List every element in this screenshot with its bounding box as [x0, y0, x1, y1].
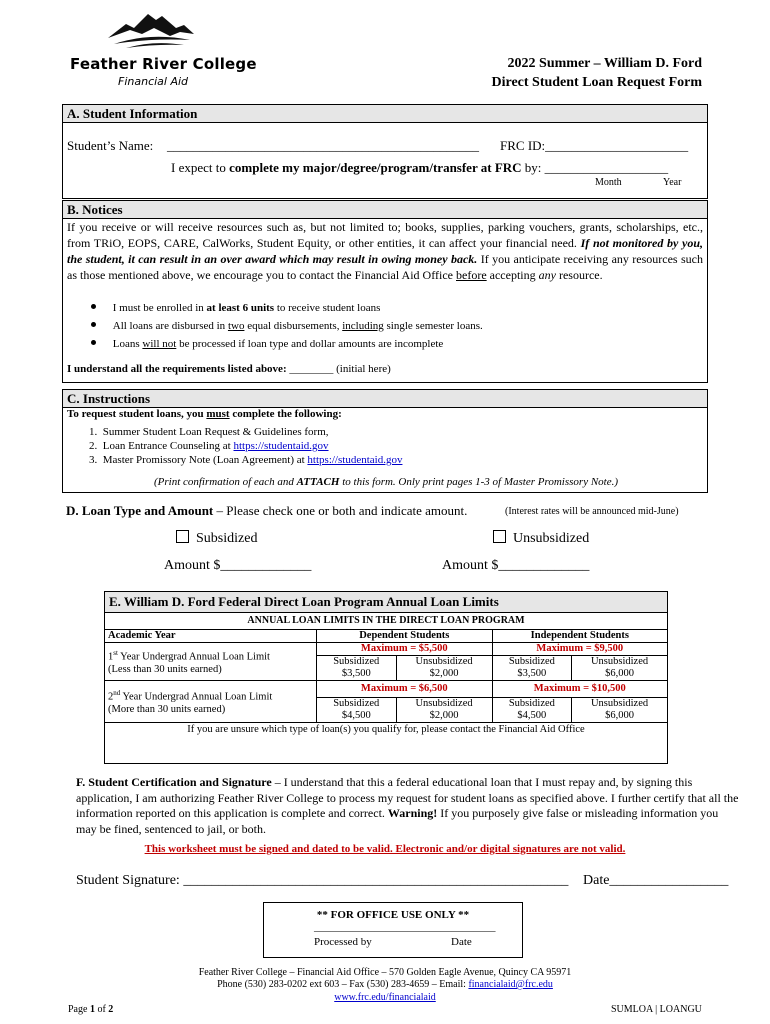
row-2-dep-unsub: Unsubsidized $2,000	[396, 698, 492, 723]
table-footer-row	[105, 723, 667, 738]
page-number: Page 1 of 2	[68, 1004, 114, 1015]
instructions-note: (Print confirmation of each and ATTACH to this form. Only print pages 1-3 of Master Promissory Note.)	[153, 476, 619, 488]
col-independent: Independent Students	[492, 630, 667, 643]
college-name: Feather River College	[70, 55, 257, 73]
signature-date-field[interactable]: Date_________________	[583, 873, 729, 888]
notice-bullet-1: I must be enrolled in at least 6 units to receive student loans	[91, 302, 380, 314]
col-dependent: Dependent Students	[317, 630, 493, 643]
month-label: Month	[595, 177, 622, 188]
notice-text-3: accepting	[489, 268, 536, 282]
bullet-icon	[91, 304, 96, 309]
signature-validity-note: This worksheet must be signed and dated to be valid. Electronic and/or digital signatures are not valid.	[144, 843, 626, 855]
form-title	[491, 54, 702, 92]
initial-note: (initial here)	[336, 363, 391, 375]
subsidized-amount-field[interactable]: Amount $_____________	[164, 558, 312, 573]
form-code: SUMLOA | LOANGU	[611, 1004, 702, 1015]
notice-bullet-3: Loans will not be processed if loan type and dollar amounts are incomplete	[91, 338, 443, 350]
instruction-item-3: 3. Master Promissory Note (Loan Agreement) at https://studentaid.gov	[89, 454, 403, 466]
row-2-ind-max: Maximum = $10,500	[492, 681, 667, 698]
section-e-heading: E. William D. Ford Federal Direct Loan Program Annual Loan Limits	[105, 592, 667, 613]
office-use-box	[263, 902, 523, 958]
footer-web	[0, 992, 770, 1003]
certification-heading: F. Student Certification and Signature	[76, 775, 272, 789]
notice-text-1: If you receive or will receive resources such as, but not limited to; books, supplies, parking vouchers, grants, scholarships, etc., from TRiO, EOPS, CARE, CalWorks, Student Equity, or other entities, it can affect your financial need.	[67, 220, 703, 250]
row-2-dep-max: Maximum = $6,500	[317, 681, 493, 698]
row-1-ind-sub: Subsidized $3,500	[492, 656, 572, 681]
row-1-dep-sub: Subsidized $3,500	[317, 656, 397, 681]
initial-line	[67, 363, 391, 375]
footer-email-link[interactable]: financialaid@frc.edu	[468, 979, 553, 990]
footer-web-link[interactable]: www.frc.edu/financialaid	[334, 992, 436, 1003]
table-row	[105, 643, 667, 656]
row-1-ind-max: Maximum = $9,500	[492, 643, 667, 656]
section-a	[62, 104, 708, 199]
notice-bullet-2: All loans are disbursed in two equal disbursements, including single semester loans.	[91, 320, 483, 332]
bullet-icon	[91, 340, 96, 345]
footer-address: Feather River College – Financial Aid Office – 570 Golden Eagle Avenue, Quincy CA 95971	[198, 967, 572, 978]
initial-field[interactable]: ________	[286, 363, 334, 375]
instruction-item-1: 1. Summer Student Loan Request & Guidelines form,	[89, 426, 329, 438]
office-use-title: ** FOR OFFICE USE ONLY **	[316, 909, 470, 921]
subsidized-label: Subsidized	[196, 531, 258, 546]
row-2-dep-sub: Subsidized $4,500	[317, 698, 397, 723]
section-c	[62, 389, 708, 493]
notice-before: before	[456, 268, 487, 282]
section-d-heading: D. Loan Type and Amount – Please check one or both and indicate amount.	[66, 503, 468, 518]
department-name: Financial Aid	[118, 75, 189, 88]
unsubsidized-checkbox[interactable]	[493, 530, 506, 543]
unsubsidized-option[interactable]	[493, 530, 589, 547]
unsubsidized-label: Unsubsidized	[513, 531, 590, 546]
notice-text-4: resource.	[558, 268, 603, 282]
college-logo-mountains	[104, 8, 196, 48]
notice-text-2: If you anticipate receiving any resources such as those mentioned above, we encourage you to contact the Financial Aid Office	[67, 252, 703, 282]
row-1-dep-unsub: Unsubsidized $2,000	[396, 656, 492, 681]
completion-pre: I expect to	[171, 160, 230, 175]
section-c-heading: C. Instructions	[63, 390, 707, 408]
studentaid-link-2[interactable]: https://studentaid.gov	[307, 454, 403, 466]
instructions-intro: To request student loans, you must complete the following:	[67, 408, 342, 420]
subsidized-checkbox[interactable]	[176, 530, 189, 543]
student-signature-field[interactable]: Student Signature: _______________________________________________________	[76, 873, 569, 888]
row-2-ind-sub: Subsidized $4,500	[492, 698, 572, 723]
footer-contact: Phone (530) 283-0202 ext 603 – Fax (530) 283-4659 – Email: financialaid@frc.edu	[217, 979, 553, 990]
completion-date-field[interactable]: by: ___________________	[521, 160, 669, 175]
loan-limits-table	[105, 613, 667, 737]
col-academic-year: Academic Year	[105, 630, 317, 643]
student-name-label: Student’s Name:	[67, 138, 154, 153]
row-1-ind-unsub: Unsubsidized $6,000	[572, 656, 667, 681]
instruction-item-2: 2. Loan Entrance Counseling at https://studentaid.gov	[89, 440, 329, 452]
subsidized-option[interactable]	[176, 530, 257, 547]
office-date-label: Date	[451, 936, 472, 948]
frc-id-field[interactable]: FRC ID:______________________	[500, 138, 689, 153]
unsubsidized-amount-field[interactable]: Amount $_____________	[442, 558, 590, 573]
interest-note: (Interest rates will be announced mid-June)	[505, 506, 679, 517]
studentaid-link[interactable]: https://studentaid.gov	[233, 440, 329, 452]
certification-paragraph: F. Student Certification and Signature – I understand that this a federal educational loan that I must repay and, by signing this application, I am authorizing Feather River College to process my request for student loans as specified above. I further certify that all the information reported on this application is complete and correct. Warning! If you purposely give false or misleading information you may be fined, sentenced to jail, or both.	[76, 775, 739, 836]
section-a-heading: A. Student Information	[63, 105, 707, 123]
row-2-year: 2nd Year Undergrad Annual Loan Limit (More than 30 units earned)	[105, 681, 317, 723]
notice-warning: If not monitored by you, the student, it can result in an over award which may result in owing money back.	[67, 236, 704, 266]
notice-paragraph	[67, 219, 703, 283]
section-e	[104, 591, 668, 764]
office-use-line: _________________________________	[314, 921, 496, 933]
table-footer: If you are unsure which type of loan(s) you qualify for, please contact the Financial Aid Office	[105, 723, 667, 738]
bullet-icon	[91, 322, 96, 327]
year-label: Year	[663, 177, 682, 188]
student-name-field[interactable]: ________________________________________________	[167, 138, 479, 153]
notice-any: any	[538, 268, 556, 282]
table-title-row	[105, 613, 667, 630]
completion-line	[171, 160, 668, 176]
initial-label: I understand all the requirements listed above:	[67, 363, 287, 375]
form-title-line2: Direct Student Loan Request Form	[491, 75, 702, 90]
row-1-year: 1st Year Undergrad Annual Loan Limit (Less than 30 units earned)	[105, 643, 317, 681]
row-2-ind-unsub: Unsubsidized $6,000	[572, 698, 667, 723]
form-title-line1: 2022 Summer – William D. Ford	[507, 56, 702, 71]
completion-bold: complete my major/degree/program/transfer at FRC	[229, 160, 522, 175]
table-row	[105, 681, 667, 698]
warning-label: Warning!	[387, 806, 438, 820]
row-1-dep-max: Maximum = $5,500	[317, 643, 493, 656]
section-b	[62, 200, 708, 383]
processed-by-label: Processed by	[314, 936, 372, 948]
table-header-row	[105, 630, 667, 643]
section-b-heading: B. Notices	[63, 201, 707, 219]
table-title: ANNUAL LOAN LIMITS IN THE DIRECT LOAN PROGRAM	[105, 613, 667, 630]
